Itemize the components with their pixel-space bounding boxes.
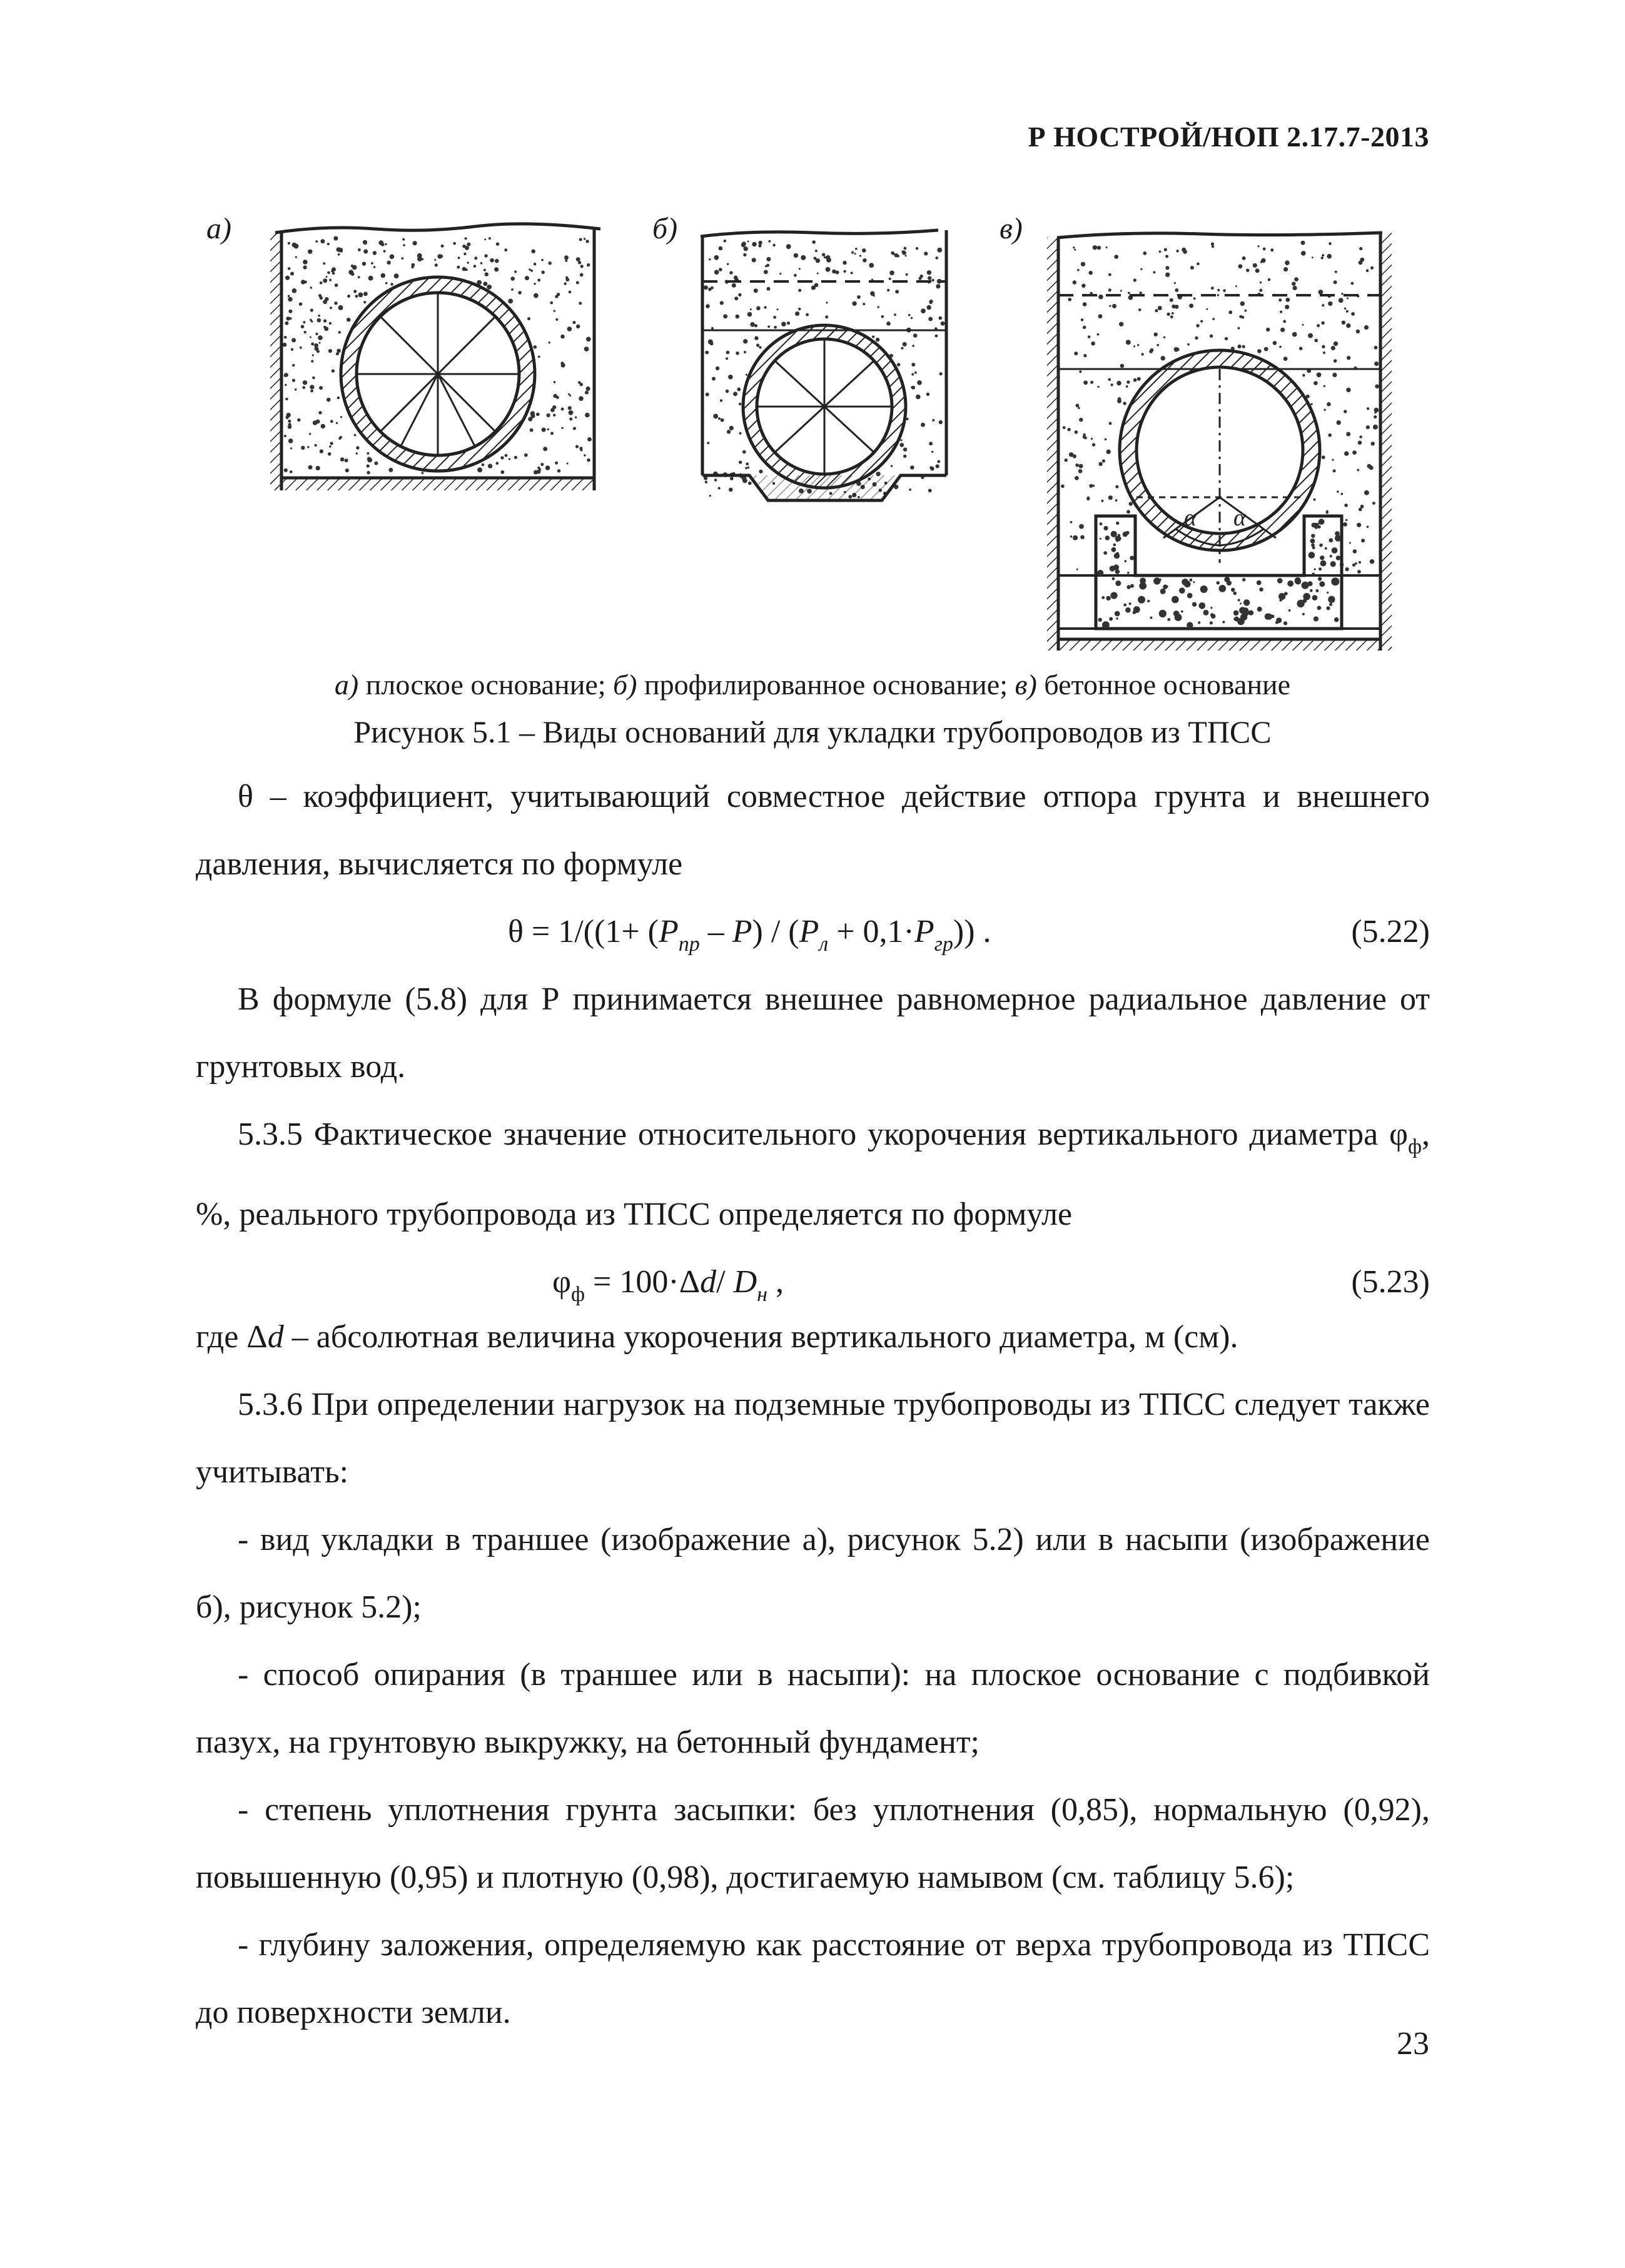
page-number: 23	[1397, 2026, 1429, 2062]
figure-label-b: б)	[652, 212, 678, 245]
formula-5-23-expression: $\varphi_ф = 100\cdot\Delta d/$ $D_н$ ,	[552, 1264, 784, 1306]
list-item-support-method: - способ опирания (в траншее или в насыпи): на плоское основание с подбивкой пазух, на грунтовую выкружку, на бетонный фундамент;	[196, 1657, 1430, 1760]
list-item-laying-type: - вид укладки в траншее (изображение а), рисунок 5.2) или в насыпи (изображение б), рисунок 5.2);	[196, 1522, 1430, 1625]
alpha-label-left: α	[1184, 505, 1197, 531]
paragraph-formula-5-8: В формуле (5.8) для Р принимается внешнее равномерное радиальное давление от грунтовых вод.	[196, 981, 1430, 1085]
figure-label-c: в)	[1000, 212, 1023, 245]
pipe-foundation-drawings	[0, 0, 1625, 663]
drawing-concrete-base	[1047, 233, 1392, 651]
drawing-flat-base	[270, 224, 600, 490]
figure-label-a: а)	[206, 212, 231, 245]
formula-5-23-number: (5.23)	[1351, 1264, 1430, 1300]
figure-caption: Рисунок 5.1 – Виды оснований для укладки трубопроводов из ТПСС	[353, 714, 1272, 749]
list-item-compaction-degree: - степень уплотнения грунта засыпки: без уплотнения (0,85), нормальную (0,92), повышенную (0,95) и плотную (0,98), достигаемую намывом (см. таблицу 5.6);	[196, 1792, 1430, 1895]
formula-5-22-number: (5.22)	[1351, 914, 1430, 949]
main-text	[196, 763, 1430, 2047]
paragraph-5-3-5: 5.3.5 Фактическое значение относительного укорочения вертикального диаметра $\varphi_ф$, %, реального трубопровода из ТПСС определяется по формуле	[196, 1116, 1430, 1232]
paragraph-theta: θ – коэффициент, учитывающий совместное действие отпора грунта и внешнего давления, вычисляется по формуле	[196, 779, 1430, 882]
paragraph-5-3-6: 5.3.6 При определении нагрузок на подземные трубопроводы из ТПСС следует также учитывать:	[196, 1387, 1430, 1490]
document-code-header: Р НОСТРОЙ/НОП 2.17.7-2013	[1028, 121, 1429, 153]
figure-subcaption: а) плоское основание; б) профилированное основание; в) бетонное основание	[334, 669, 1291, 701]
formula-5-22-expression: $\theta = 1/((1+ (P_{пр} - P) / (P_л + 0,1\cdot P_{гр}))$ .	[508, 914, 991, 956]
list-item-laying-depth: - глубину заложения, определяемую как расстояние от верха трубопровода из ТПСС до поверхности земли.	[196, 1927, 1430, 2030]
alpha-label-right: α	[1233, 505, 1246, 531]
formula-5-23	[196, 1248, 1430, 1316]
paragraph-delta-d: где Δd – абсолютная величина укорочения вертикального диаметра, м (см).	[196, 1319, 1238, 1355]
formula-5-22	[196, 898, 1430, 966]
drawing-profiled-base	[701, 230, 946, 500]
